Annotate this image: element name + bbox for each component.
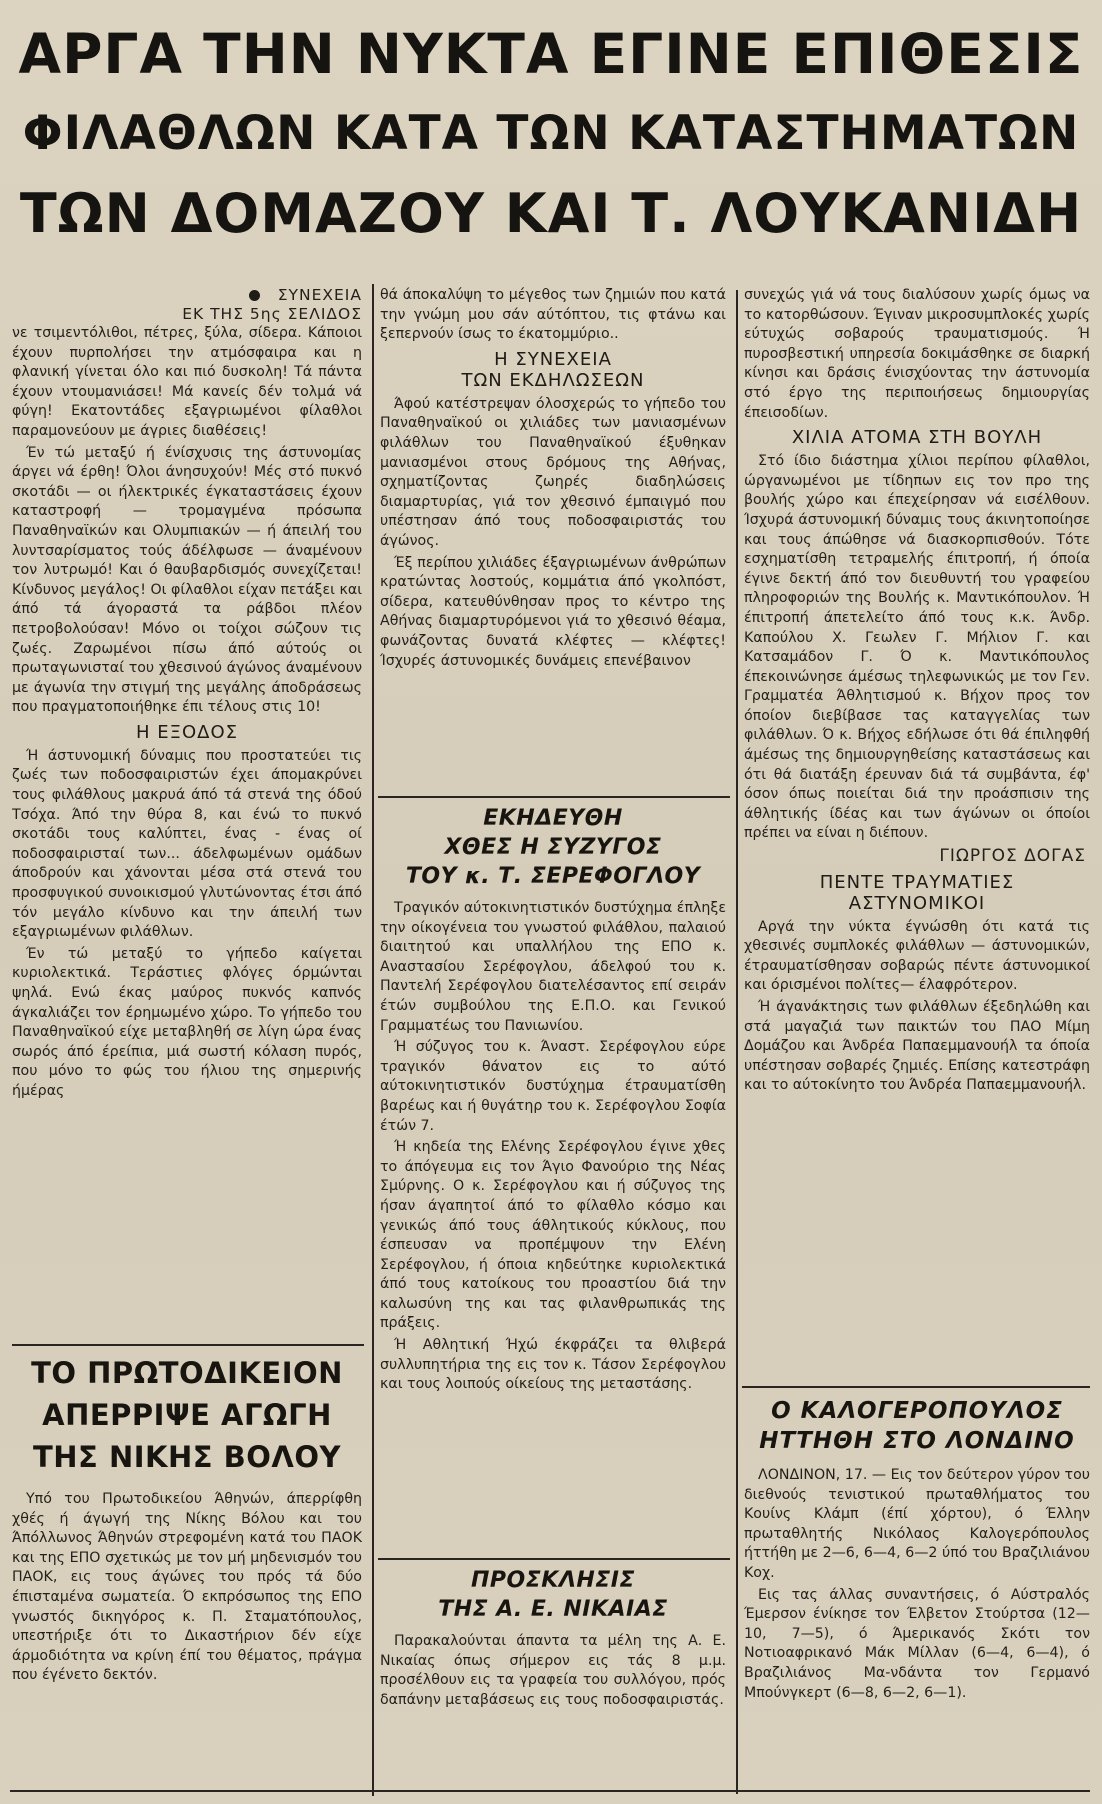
subheading: ΠΕΝΤΕ ΤΡΑΥΜΑΤΙΕΣ <box>819 871 1015 893</box>
column-rule-bottom <box>10 1790 1090 1792</box>
story-headline: ΑΠΕΡΡΙΨΕ ΑΓΩΓΗ <box>42 1398 332 1432</box>
paragraph: Στό ίδιο διάστημα χίλιοι περίπου φίλαθλοι, ώργανωμένοι με τίδηπων εις τον προ της βουλής χώρο και έπεχείρησαν νά εισέλθουν. Ίσχυρά άστυνομική δύναμις τους άκινητοποίησε και τους άπώθησε νά διασκορπισθούν. Τότε εσχηματίσθη τετραμελής έπιτροπή, ή όποία έγινε δεκτή άπό τον διευθυντή του γραφείου πληροφοριών της Βουλής κ. Μαντικόπουλον. Ή έπιτροπή άπετελείτο άπό τους κ.κ. Άνδρ. Καπούλου Χ. Γεωλεν Γ. Μήλιον Γ. και Κατσαμάδον Γ. Ό κ. Μαντικόπουλος έπεκοινώνησε άμέσως τηλεφωνικώς με τον Γεν. Γραμματέα Άθλητισμού κ. Βήχον προς τον όποίον διεβίβασε τας καταγγελίας των φιλάθλων. Ό κ. Βήχος εδήλωσε ότι θά έπιληφθή άμέσως της δημιουργηθείσης καταστάσεως και ότι θά διατάξη έρευναν διά τά συμβάντα, έφ' όσον όπως ποιείται διά την προάσπισιν της άθλητικής ίδέας και των άγώνων οι όποίοι πρέπει να είναι η διέπουν. <box>744 453 1090 842</box>
paragraph: νε τσιμεντόλιθοι, πέτρες, ξύλα, σίδερα. Κάποιοι έχουν πυρπολήσει την ατμόσφαιρα και η φλανική γίνεται όλο και πιό δυσκολη! Τά πάντα έχουν ντουμανιάσει! Μά κανείς δέν τολμά νά φύγη! Εκατοντάδες εξαγριωμένοι φίλαθλοι παραμονεύουν με άγριες διαθέσεις! <box>12 325 362 439</box>
paragraph: Έξ περίπου χιλιάδες έξαγριωμένων άνθρώπων κρατώντας λοστούς, κομμάτια άπό γκολπόστ, σίδερα, κατευθύνθησαν προς το κέντρο της Αθήνας διαμαρτυρόμενοι γιά το χθεσινό θέαμα, φωνάζοντας δυνατά κλέφτες — κλέφτες! Ίσχυρές άστυνομικές δυνάμεις επενέβαινον <box>380 554 726 669</box>
paragraph: θά άποκαλύψη το μέγεθος των ζημιών που κατά την γνώμη μου σάν αύτόπτου, τις φτάνω και ξεπερνούν ίσως το έκατομμύριο.. <box>380 287 726 343</box>
story-headline: ΠΡΟΣΚΛΗΣΙΣ <box>471 1568 635 1593</box>
story-headline: ΤΗΣ ΝΙΚΗΣ ΒΟΛΟΥ <box>32 1440 342 1474</box>
story-headline: ΤΟ ΠΡΩΤΟΔΙΚΕΙΟΝ <box>31 1356 343 1390</box>
paragraph: Άφού κατέστρεψαν όλοσχερώς το γήπεδο του Παναθηναϊκού οι χιλιάδες των μανιασμένων φιλάθλων του Παναθηναϊκού έξυθηκαν μανιασμένοι στους δρόμους της Αθήνας, σχηματίζοντας ζωηρές διαδηλώσεις διαμαρτυρίας, γιά τον χθεσινό έμπαιγμό που υπέστησαν άπό τους ποδοσφαιριστάς του άγώνος. <box>380 395 726 549</box>
section-rule <box>12 1344 364 1346</box>
paragraph: Παρακαλούνται άπαντα τα μέλη της Α. Ε. Νικαίας όπως σήμερον εις τάς 8 μ.μ. προσέλθουν εις τα γραφεία του συλλόγου, πρός δαπάνην μεταβάσεως εις τους ποδοσφαιριστάς. <box>380 1633 726 1708</box>
story-nikaia <box>380 1566 726 1786</box>
story-headline: ΧΘΕΣ Η ΣΥΖΥΓΟΣ <box>444 835 662 860</box>
story-headline: ΕΚΗΔΕΥΘΗ <box>483 806 623 831</box>
paragraph: Ή Αθλητική Ήχώ έκφράζει τα θλιβερά συλλυπητήρια της εις τον κ. Τάσον Σερέφογλου και τους λοιπούς οίκείους της μεταστάσης. <box>380 1337 726 1393</box>
column-1-story <box>12 286 362 1340</box>
paragraph: ΛΟΝΔΙΝΟΝ, 17. — Εις τον δεύτερον γύρον του διεθνούς τενιστικού πρωταθλήματος του Κουίνς Κλάμπ (έπί χόρτου), ό Έλλην πρωταθλητής Νικόλαος Καλογερόπουλος ήττήθη με 2—6, 6—4, 6—2 ύπό του Βραζιλιάνου Κοχ. <box>744 1467 1090 1581</box>
column-rule-2 <box>736 290 738 1794</box>
story-headline: ΤΗΣ Α. Ε. ΝΙΚΑΙΑΣ <box>438 1597 668 1622</box>
paragraph: Ή σύζυγος του κ. Άναστ. Σερέφογλου εύρε τραγικόν θάνατον εις το αύτό αύτοκινητιστικόν δυστύχημα έτραυματίσθη βαρέως και ή θυγάτηρ του κ. Σερέφογλου Σοφία έτών 7. <box>380 1039 726 1134</box>
paragraph: Έν τώ μεταξύ το γήπεδο καίγεται κυριολεκτικά. Τεράστιες φλόγες όρμώνται ψηλά. Ενώ έκας μαύρος πυκνός καπνός άγκαλιάζει τον έρημωμένο χώρο. Το γήπεδο του Παναθηναϊκού είχε μεταβληθή σε λίγη ώρα ένας σωρός άπό έρείπια, μιά σωστή κόλαση πυρός, που μόνο το φώς του ήλιου της σημερινής ήμέρας <box>12 945 362 1099</box>
subheading: ΧΙΛΙΑ ΑΤΟΜΑ ΣΤΗ ΒΟΥΛΗ <box>791 427 1043 449</box>
paragraph: Αργά την νύκτα έγνώσθη ότι κατά τις χθεσινές συμπλοκές φιλάθλων — άστυνομικών, έτραυματίσθησαν σοβαρώς πέντε άστυνομικοί και όρισμένοι πολίτες— έλαφρότερον. <box>744 918 1090 994</box>
subheading: ΑΣΤΥΝΟΜΙΚΟΙ <box>848 892 986 914</box>
section-rule <box>378 1558 730 1560</box>
paragraph: Ή άγανάκτησις των φιλάθλων έξεδηλώθη και στά μαγαζιά των παικτών του ΠΑΟ Μίμη Δομάζου και Άνδρέα Παπαεμμανουήλ τα όποία υπέστησαν σοβαρές ζημιές. Επίσης κατεστράφη και το αύτοκίνητο του Άνδρέα Παπαεμμανουήλ. <box>744 999 1090 1094</box>
paragraph: συνεχώς γιά νά τους διαλύσουν χωρίς όμως να το κατορθώσουν. Έγιναν μικροσυμπλοκές χωρίς εύτυχώς σοβαρούς τραυματισμούς. Ή πυροσβεστική υπηρεσία δοκιμάσθηκε σε διαρκή κίνησι και δράσις ένισχύοντας την άστυνομία στό έργο της περιποιήσεως δημιουργίας έπεισοδίων. <box>744 287 1090 421</box>
subheading: ΤΩΝ ΕΚΔΗΛΩΣΕΩΝ <box>461 369 645 391</box>
paragraph: Ή άστυνομική δύναμις που προστατεύει τις ζωές των ποδοσφαιριστών έχει άπομακρύνει τους φιλάθλους μακρυά άπό τά στενά της όδού Τσόχα. Άπό την θύρα 8, και ένώ το πυκνό σκοτάδι τους καλύπτει, ένας - ένας οί ποδοσφαιρισταί των... άδελφωμένων ομάδων άποδρούν και χάνονται μέσα στά στενά του προσφυγικού συνοικισμού γλυτώνοντας έτσι άπό τόν μεγάλο κίνδυνο και την άπειλή των εξαγριωμένων φιλάθλων. <box>12 747 362 941</box>
story-headline: ΗΤΤΗΘΗ ΣΤΟ ΛΟΝΔΙΝΟ <box>759 1428 1075 1454</box>
column-rule-1 <box>372 284 374 1796</box>
bullet-icon <box>249 290 260 301</box>
headline-line-3: ΤΩΝ ΔΟΜΑΖΟΥ ΚΑΙ Τ. ΛΟΥΚΑΝΙΔΗ <box>19 182 1083 245</box>
section-rule <box>742 1386 1090 1388</box>
paragraph: Τραγικόν αύτοκινητιστικόν δυστύχημα έπληξε την οίκογένεια του γνωστού φιλάθλου, παλαιού διαιτητού και υπαλλήλου της ΕΠΟ κ. Αναστασίου Σερέφογλου, άδελφού του κ. Παντελή Σερέφογλου διατελέσαντος επί σειράν έτών συμβούλου της Ε.Π.Ο. και Γενικού Γραμματέως του Πανιωνίου. <box>380 900 726 1034</box>
column-2-story <box>380 286 726 791</box>
continuation-page: ΕΚ ΤΗΣ 5ης ΣΕΛΙΔΟΣ <box>182 305 362 323</box>
paragraph: Εις τας άλλας συναντήσεις, ό Αύστραλός Έμερσον ένίκησε τον Έλβετον Στούρτσα (12—10, 7—5), ό Άμερικανός Σκότι τον Νοτιοαφρικανό Μάκ Μίλλαν (6—4, 6—4), ό Βραζιλιάνος Μα-νδάντα τον Γερμανό Μπούνγκερτ (6—8, 6—2, 6—1). <box>744 1586 1090 1701</box>
subheading: Η ΣΥΝΕΧΕΙΑ <box>494 348 612 370</box>
subheading: Η ΕΞΟΔΟΣ <box>135 721 239 743</box>
headline-line-2: ΦΙΛΑΘΛΩΝ ΚΑΤΑ ΤΩΝ ΚΑΤΑΣΤΗΜΑΤΩΝ <box>22 106 1080 161</box>
story-headline: ΤΟΥ κ. Τ. ΣΕΡΕΦΟΓΛΟΥ <box>405 864 701 889</box>
story-headline: Ο ΚΑΛΟΓΕΡΟΠΟΥΛΟΣ <box>771 1398 1063 1424</box>
paragraph: Ή κηδεία της Ελένης Σερέφογλου έγινε χθες το άπόγευμα εις τον Άγιο Φανούριο της Νέας Σμύρνης. Ο κ. Σερέφογλου και ή σύζυγος της ήσαν άγαπητοί άπό το φίλαθλο κόσμο και γενικώς άπό τους άθλητικούς κύκλους, που έσπευσαν να προπέμψουν την Ελένη Σερέφογλου, ή όποια κηδεύτηκε κυριολεκτικά άπό τους κατοίκους του προαστίου διά την καλωσύνη της και τας φιλανθρωπικάς της πράξεις. <box>380 1139 726 1332</box>
story-serefoglou <box>380 804 726 1552</box>
section-rule <box>378 796 730 798</box>
author-signature: ΓΙΩΡΓΟΣ ΔΟΓΑΣ <box>939 846 1086 867</box>
column-3-story <box>744 286 1090 1380</box>
story-protodikeion <box>12 1352 362 1786</box>
paragraph: Υπό του Πρωτοδικείου Άθηνών, άπερρίφθη χθές ή άγωγή της Νίκης Βόλου και του Άπόλλωνος Άθηνών στρεφομένη κατά του ΠΑΟΚ και της ΕΠΟ σχετικώς με τον μή μηδενισμόν του ΠΑΟΚ, εις τους άγώνες του πρός τά δύο έπισταμένα σωματεία. Ό εκπρόσωπος της ΕΠΟ γνωστός δικηγόρος κ. Π. Σταματόπουλος, υπεστήριξε ότι το Δικαστήριον δέν είχε άρμοδιότητα να κρίνη έπί του θέματος, πράγμα που έγένετο δεκτόν. <box>12 1491 362 1684</box>
continuation-label: ΣΥΝΕΧΕΙΑ <box>12 286 362 305</box>
headline-line-1: ΑΡΓΑ ΤΗΝ ΝΥΚΤΑ ΕΓΙΝΕ ΕΠΙΘΕΣΙΣ <box>18 22 1084 86</box>
story-kalogeropoulos <box>744 1396 1090 1786</box>
paragraph: Έν τώ μεταξύ ή ένίσχυσις της άστυνομίας άργει νά έρθη! Όλοι άνησυχούν! Μές στό πυκνό σκοτάδι — οι ήλεκτρικές έγκαταστάσεις έχουν καταστροφή — τρομαγμένα πρόσωπα Παναθηναϊκών και Ολυμπιακών — ή άπειλή του λυντσαρίσματος τούς άδέλφωσε — άναμένουν τον λυτρωμό! Και ό θαυβαρδισμός συνεχίζεται! Κίνδυνος μεγάλος! Οι φίλαθλοι είχαν πετάξει και άπό τά άγοραστά τα ράβδοι πλέον πετροβολούσαν! Μόνο οι τοίχοι σώζουν τις ζωές. Ζαρωμένοι πίσω άπό αύτούς οι πρωταγωνισταί του χθεσινού άγώνος άναμένουν με άγωνία την στιγμή της μεγάλης άποδράσεως που πραγματοποιήθηκε έπι τέλους στις 10! <box>12 444 362 716</box>
